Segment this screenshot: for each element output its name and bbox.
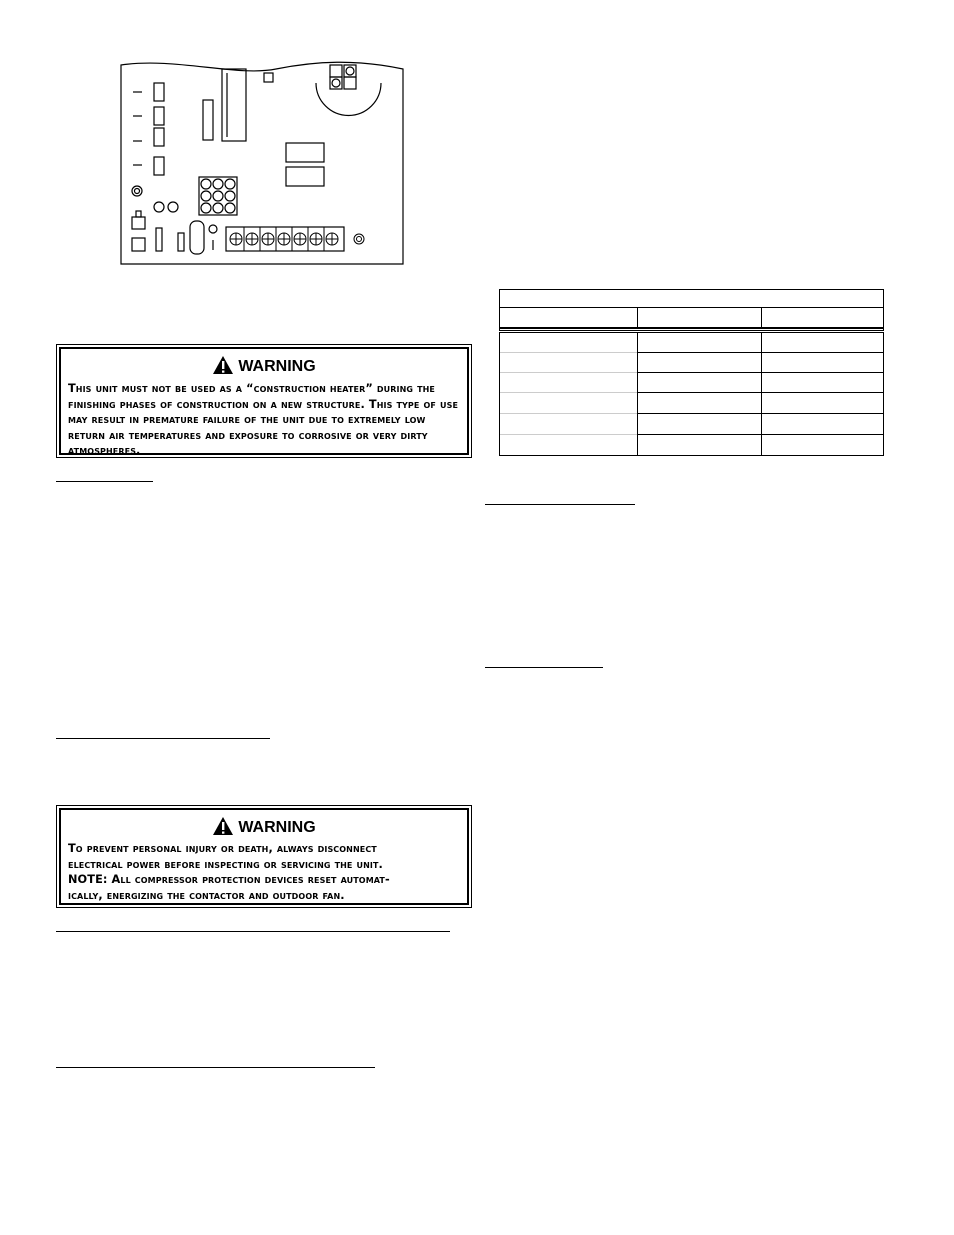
- warning-title: WARNING: [238, 358, 316, 375]
- warning-triangle-icon: [212, 355, 234, 375]
- table-row-line: [638, 392, 883, 393]
- warning-line: To prevent personal injury or death, always disconnect: [68, 842, 377, 855]
- section-heading-rule-5: [485, 504, 635, 505]
- section-heading-rule-3: [56, 931, 450, 932]
- table-row-line-faint: [500, 372, 637, 373]
- warning-line: ically, energizing the contactor and outdoor fan.: [68, 888, 345, 902]
- table-row-line: [638, 434, 883, 435]
- warning-triangle-icon: [212, 816, 234, 836]
- warning-text: [61, 838, 467, 903]
- table-header-divider: [637, 307, 638, 329]
- warning-box-construction-heater: [59, 347, 469, 455]
- table-row-line-faint: [500, 413, 637, 414]
- table-row-line-faint: [500, 352, 637, 353]
- section-heading-rule-2: [56, 738, 270, 739]
- warning-heading: [61, 816, 467, 838]
- section-heading-rule-4: [56, 1067, 375, 1068]
- warning-box-disconnect-power: [59, 808, 469, 905]
- data-table: [499, 332, 884, 456]
- table-header-underline: [500, 327, 883, 329]
- table-row-line: [638, 372, 883, 373]
- table-title-bar: [499, 289, 884, 308]
- table-row-line: [638, 413, 883, 414]
- warning-line: NOTE: All compressor protection devices reset automat-: [68, 873, 390, 886]
- table-row-line: [638, 352, 883, 353]
- warning-heading: [61, 355, 467, 377]
- table-row-line-faint: [500, 434, 637, 435]
- table-row-line-faint: [500, 392, 637, 393]
- warning-line: electrical power before inspecting or servicing the unit.: [68, 857, 383, 871]
- table-header-divider: [761, 307, 762, 329]
- section-heading-rule-6: [485, 667, 603, 668]
- warning-title: WARNING: [238, 819, 316, 836]
- section-heading-rule-1: [56, 481, 153, 482]
- warning-text: This unit must not be used as a “construction heater” during the finishing phases of construction on a new structure. This type of use may result in premature failure of the unit due to extremely low return air temperatures and exposure to corrosive or very dirty atmospheres.: [68, 382, 459, 457]
- table-header-row: [499, 307, 884, 331]
- control-board-diagram: [116, 55, 408, 267]
